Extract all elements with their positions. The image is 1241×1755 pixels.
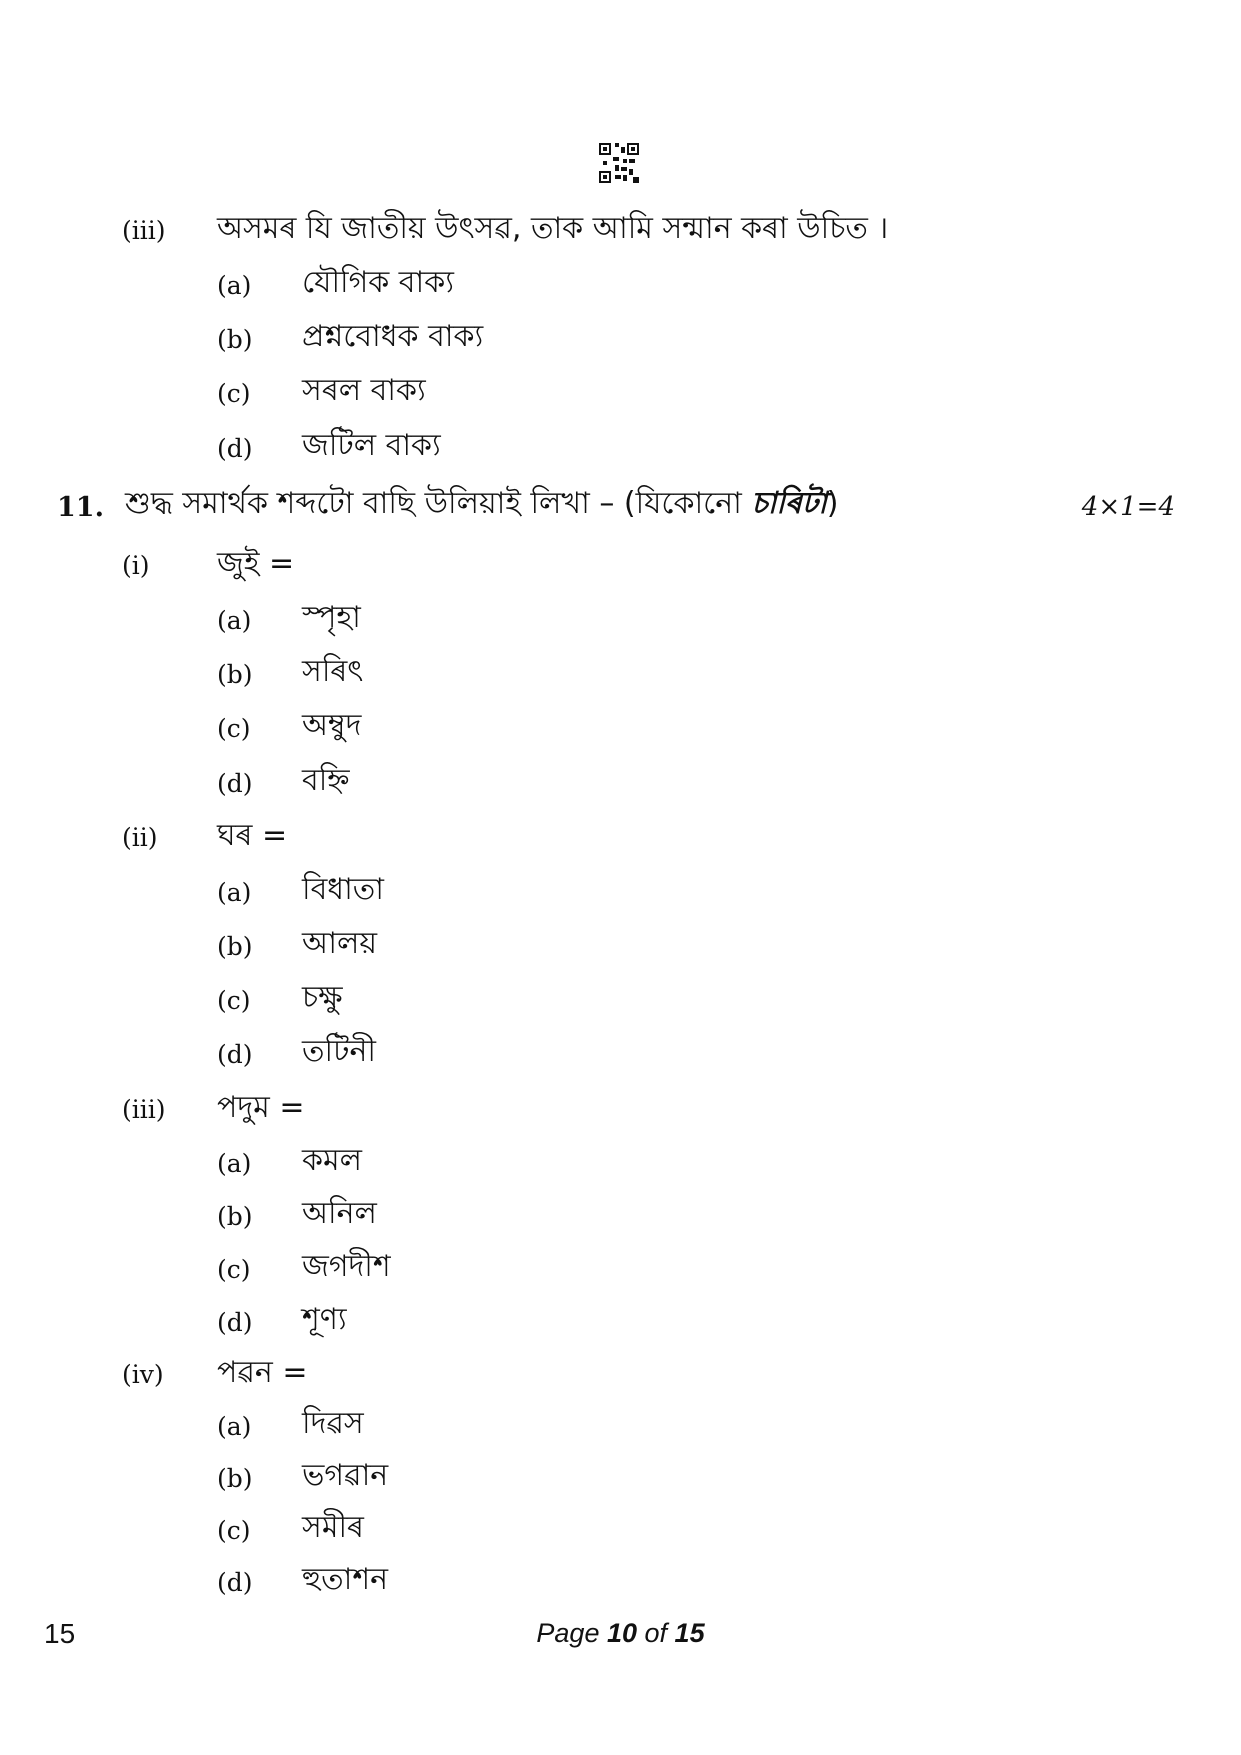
option-text: জটিল বাক্য [302, 428, 441, 463]
option-label: (d) [217, 1568, 253, 1597]
option-label: (d) [217, 434, 253, 463]
option-text: যৌগিক বাক্য [302, 265, 454, 300]
option-text: প্ৰশ্নবোধক বাক্য [302, 319, 484, 354]
page-word: Page [536, 1618, 607, 1648]
option-label: (b) [217, 660, 253, 689]
part-word: জুই = [217, 546, 295, 581]
option-text: অনিল [302, 1196, 377, 1231]
option-text: আলয় [302, 926, 378, 961]
option-label: (c) [217, 379, 251, 408]
question-text-emphasis: চাৰিটা [751, 486, 827, 521]
option-text: অম্বুদ [302, 708, 362, 743]
option-label: (c) [217, 1516, 251, 1545]
part-number: (iii) [122, 1095, 166, 1124]
option-text: বিধাতা [302, 872, 385, 907]
question-text-end: ) [826, 486, 839, 521]
option-text: সৰল বাক্য [302, 373, 426, 408]
option-label: (b) [217, 1464, 253, 1493]
part-number: (iii) [122, 216, 166, 245]
option-text: সমীৰ [302, 1510, 364, 1545]
question-number: 11. [57, 492, 104, 523]
option-label: (d) [217, 1040, 253, 1069]
option-label: (a) [217, 1149, 252, 1178]
paper-code: 15 [44, 1618, 76, 1649]
part-word: ঘৰ = [217, 818, 288, 853]
option-text: স্পৃহা [302, 600, 361, 635]
part-number: (ii) [122, 823, 158, 852]
option-text: কমল [302, 1143, 363, 1178]
qr-code-icon [599, 143, 639, 183]
option-label: (a) [217, 606, 252, 635]
option-text: চক্ষু [302, 980, 343, 1015]
option-label: (c) [217, 714, 251, 743]
option-label: (b) [217, 325, 253, 354]
part-word: পদুম = [217, 1090, 305, 1125]
option-text: হুতাশন [302, 1562, 389, 1597]
option-text: সৰিৎ [302, 654, 364, 689]
page-indicator [0, 1618, 1241, 1649]
part-number: (iv) [122, 1360, 164, 1389]
option-text: বহ্নি [302, 763, 350, 798]
part-number: (i) [122, 551, 150, 580]
option-label: (a) [217, 1412, 252, 1441]
option-text: ভগৱান [302, 1458, 389, 1493]
question-text [125, 486, 839, 521]
option-label: (a) [217, 271, 252, 300]
option-text: তটিনী [302, 1034, 376, 1069]
option-label: (d) [217, 1308, 253, 1337]
option-text: দিৱস [302, 1406, 364, 1441]
option-label: (c) [217, 1255, 251, 1284]
option-label: (c) [217, 986, 251, 1015]
option-text: শূণ্য [302, 1302, 347, 1337]
part-word: পৱন = [217, 1355, 308, 1390]
option-label: (a) [217, 878, 252, 907]
page-current: 10 [606, 1618, 638, 1648]
part-stem: অসমৰ যি জাতীয় উৎসৱ, তাক আমি সন্মান কৰা উচিত । [217, 211, 889, 246]
option-text: জগদীশ [302, 1249, 391, 1284]
page-total: 15 [674, 1618, 705, 1648]
option-label: (b) [217, 932, 253, 961]
question-text-main: শুদ্ধ সমাৰ্থক শব্দটো বাছি উলিয়াই লিখা – (যিকোনো [125, 486, 752, 521]
option-label: (d) [217, 769, 253, 798]
page-of: of [637, 1618, 675, 1648]
marks-allotted: 4×1=4 [1081, 492, 1175, 522]
option-label: (b) [217, 1202, 253, 1231]
